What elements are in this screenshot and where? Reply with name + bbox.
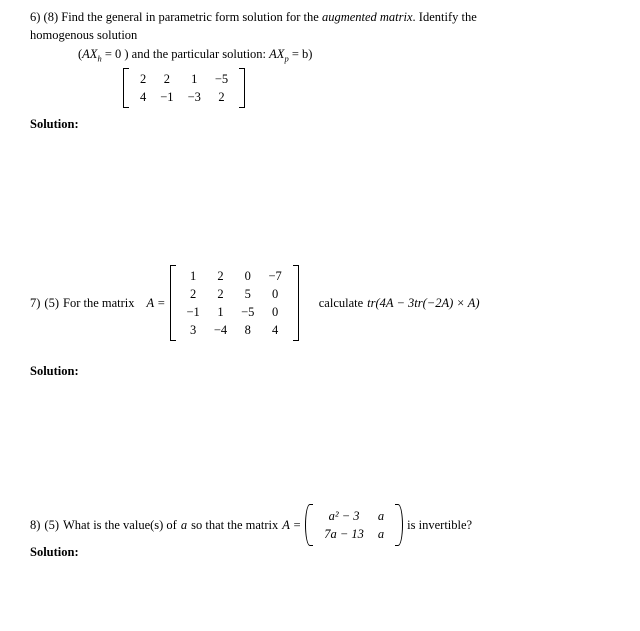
q6-expr1-base: AX: [82, 47, 98, 61]
solution-label-6: Solution:: [30, 117, 79, 131]
q6-expr2-base: AX: [269, 47, 285, 61]
q6-line3-mid: ) and the particular solution:: [124, 47, 267, 61]
matrix-cell: −7: [268, 268, 282, 283]
matrix-cell: a: [377, 526, 385, 541]
question-8-text-part3: is invertible?: [407, 517, 473, 532]
table-row: [180, 267, 289, 285]
matrix-A-4x4: [170, 265, 299, 341]
matrix-cell: 2: [217, 286, 224, 301]
question-8-number: 8): [30, 517, 41, 532]
matrix-A-2x2: [305, 505, 403, 545]
matrix-cell: 3: [190, 322, 197, 337]
question-6-line-1: [30, 10, 610, 25]
matrix-cell: 8: [244, 322, 251, 337]
table-row: [133, 88, 235, 106]
bracket-right-icon: [293, 265, 299, 341]
question-8-variable: a: [180, 517, 188, 532]
question-7-text: For the matrix: [63, 295, 135, 310]
matrix-cell: 2: [190, 286, 197, 301]
table-row: [180, 321, 289, 339]
paren-right-icon: [395, 504, 403, 546]
q6-expr1-sub: h: [97, 53, 102, 64]
augmented-matrix: [123, 68, 245, 108]
question-6-italic-phrase: augmented matrix: [321, 10, 413, 24]
question-8-matrix-name: A =: [282, 517, 302, 532]
question-7-matrix-name: A =: [146, 295, 166, 310]
question-6-line-2: homogenous solution: [30, 28, 138, 42]
question-7-instruction-expr: tr(4A − 3tr(−2A) × A): [367, 295, 480, 310]
table-row: [317, 507, 391, 525]
paren-left-icon: [305, 504, 313, 546]
table-row: [180, 285, 289, 303]
question-6-number: 6): [30, 10, 41, 24]
bracket-left-icon: [170, 265, 176, 341]
q6-expr1-rest: = 0: [101, 47, 122, 61]
bracket-right-icon: [239, 68, 245, 108]
matrix-cell: 2: [217, 268, 224, 283]
matrix-cell: 7a − 13: [324, 526, 364, 541]
paren-close: ): [308, 47, 313, 61]
matrix-cell: −4: [213, 322, 228, 337]
q6-expr2-sub: p: [284, 53, 289, 64]
matrix-cell: 1: [190, 268, 197, 283]
matrix-cell: −1: [186, 304, 200, 319]
question-6-points: (8): [43, 10, 59, 24]
question-8-text-part2: so that the matrix: [191, 517, 279, 532]
matrix-cell: 2: [163, 71, 171, 86]
question-8: [30, 505, 472, 545]
question-6-text-before: Find the general in parametric form solution for the: [61, 10, 322, 24]
question-8-text-part1: What is the value(s) of: [63, 517, 177, 532]
question-7-number: 7): [30, 295, 41, 310]
q6-expr2-rest: = b: [288, 47, 309, 61]
question-6-matrix: [123, 68, 245, 108]
question-8-points: (5): [44, 517, 59, 532]
bracket-left-icon: [123, 68, 129, 108]
matrix-cell: a² − 3: [328, 508, 360, 523]
matrix-cell: 2: [140, 71, 147, 86]
matrix-cell: −3: [187, 89, 201, 104]
matrix-cell: −1: [160, 89, 174, 104]
matrix-cell: −5: [241, 304, 255, 319]
table-row: [133, 70, 235, 88]
matrix-cell: 0: [271, 304, 279, 319]
matrix-cell: 4: [140, 89, 147, 104]
question-6-text-after: . Identify the: [412, 10, 477, 24]
table-row: [317, 525, 391, 543]
solution-label-7: Solution:: [30, 364, 79, 378]
question-6-line-3: [78, 47, 618, 64]
matrix-cell: 4: [271, 322, 279, 337]
matrix-cell: 2: [218, 89, 225, 104]
question-7-points: (5): [44, 295, 59, 310]
matrix-cell: −5: [214, 71, 229, 86]
matrix-cell: a: [377, 508, 385, 523]
matrix-cell: 1: [191, 71, 198, 86]
question-7-instruction-prefix: calculate: [318, 295, 364, 310]
table-row: [180, 303, 289, 321]
matrix-cell: 1: [217, 304, 224, 319]
question-7: [30, 265, 480, 341]
matrix-cell: 0: [271, 286, 279, 301]
matrix-cell: 5: [244, 286, 251, 301]
solution-label-8: Solution:: [30, 545, 79, 559]
paren-open: (: [78, 47, 83, 61]
matrix-cell: 0: [244, 268, 251, 283]
